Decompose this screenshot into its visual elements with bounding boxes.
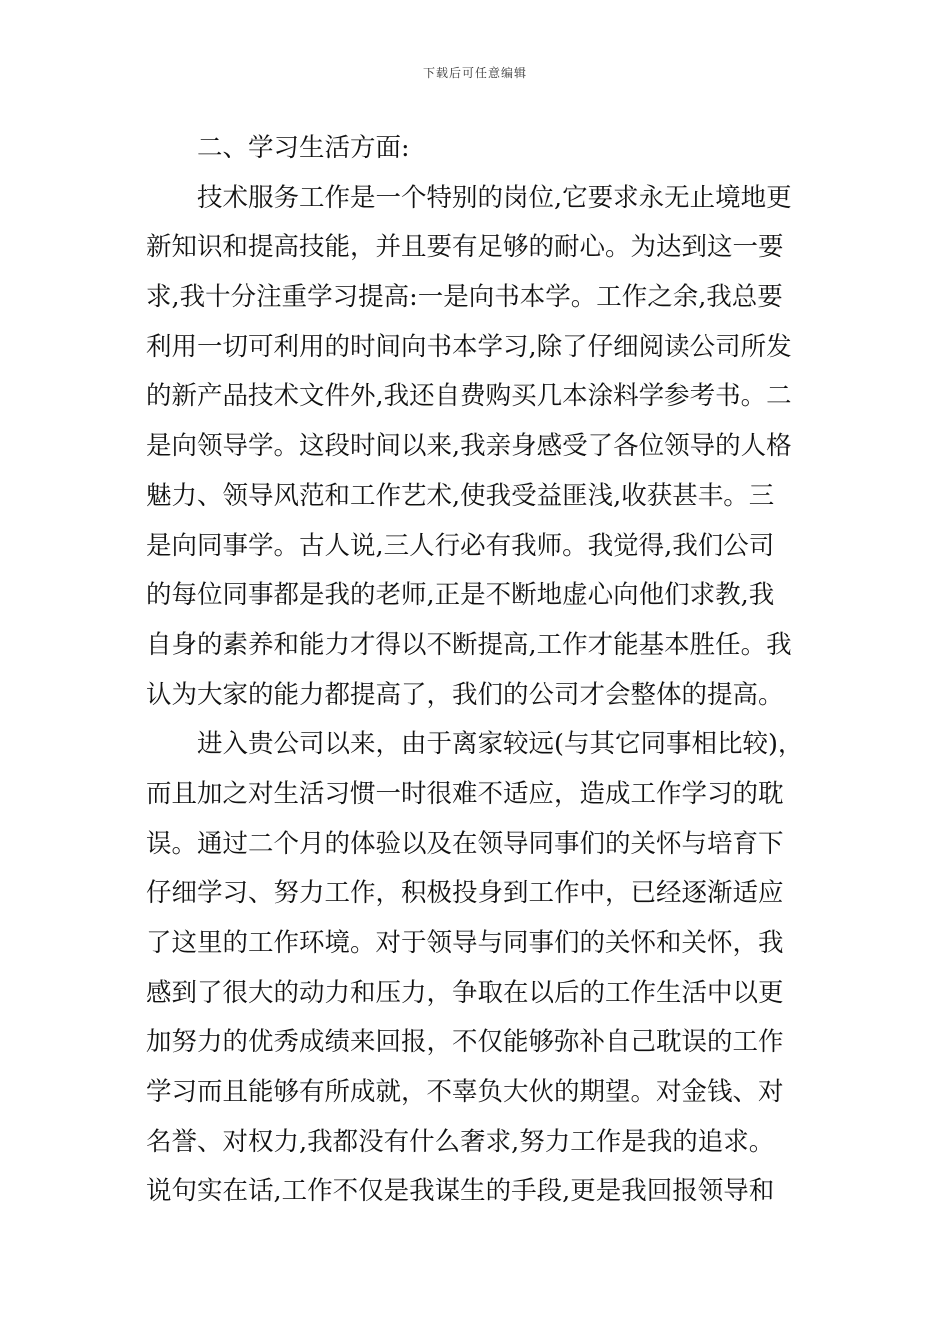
section-heading: 二、学习生活方面: [197,133,410,163]
text-line: 误。通过二个月的体验以及在领导同事们的关怀与培育下 [146,828,784,859]
text-line: 加努力的优秀成绩来回报，不仅能够弥补自己耽误的工作 [146,1027,784,1058]
page-header: 下载后可任意编辑 [422,66,527,80]
text-line: 的新产品技术文件外,我还自费购买几本涂料学参考书。二 [146,381,792,412]
text-line: 感到了很大的动力和压力，争取在以后的工作生活中以更 [146,977,784,1008]
text-line: 新知识和提高技能，并且要有足够的耐心。为达到这一要 [146,232,784,263]
text-line: 是向领导学。这段时间以来,我亲身感受了各位领导的人格 [146,431,792,462]
text-line: 魅力、领导风范和工作艺术,使我受益匪浅,收获甚丰。三 [146,480,775,511]
text-line: 求,我十分注重学习提高:一是向书本学。工作之余,我总要 [146,282,783,313]
text-line: 认为大家的能力都提高了，我们的公司才会整体的提高。 [146,679,784,710]
text-line: 说句实在话,工作不仅是我谋生的手段,更是我回报领导和 [146,1176,775,1207]
text-line: 利用一切可利用的时间向书本学习,除了仔细阅读公司所发 [146,331,792,362]
text-line: 技术服务工作是一个特别的岗位,它要求永无止境地更 [197,182,792,213]
text-line: 名誉、对权力,我都没有什么奢求,努力工作是我的追求。 [146,1126,775,1157]
text-line: 了这里的工作环境。对于领导与同事们的关怀和关怀，我 [146,928,784,958]
text-line: 进入贵公司以来，由于离家较远(与其它同事相比较)， [197,729,804,760]
document-body [146,124,810,1217]
text-line: 而且加之对生活习惯一时很难不适应，造成工作学习的耽 [146,778,784,809]
text-line: 仔细学习、努力工作，积极投身到工作中，已经逐渐适应 [146,878,784,909]
text-line: 自身的素养和能力才得以不断提高,工作才能基本胜任。我 [146,629,792,660]
text-line: 学习而且能够有所成就，不辜负大伙的期望。对金钱、对 [146,1077,784,1108]
text-line: 是向同事学。古人说,三人行必有我师。我觉得,我们公司 [146,530,775,561]
text-line: 的每位同事都是我的老师,正是不断地虚心向他们求教,我 [146,580,775,611]
